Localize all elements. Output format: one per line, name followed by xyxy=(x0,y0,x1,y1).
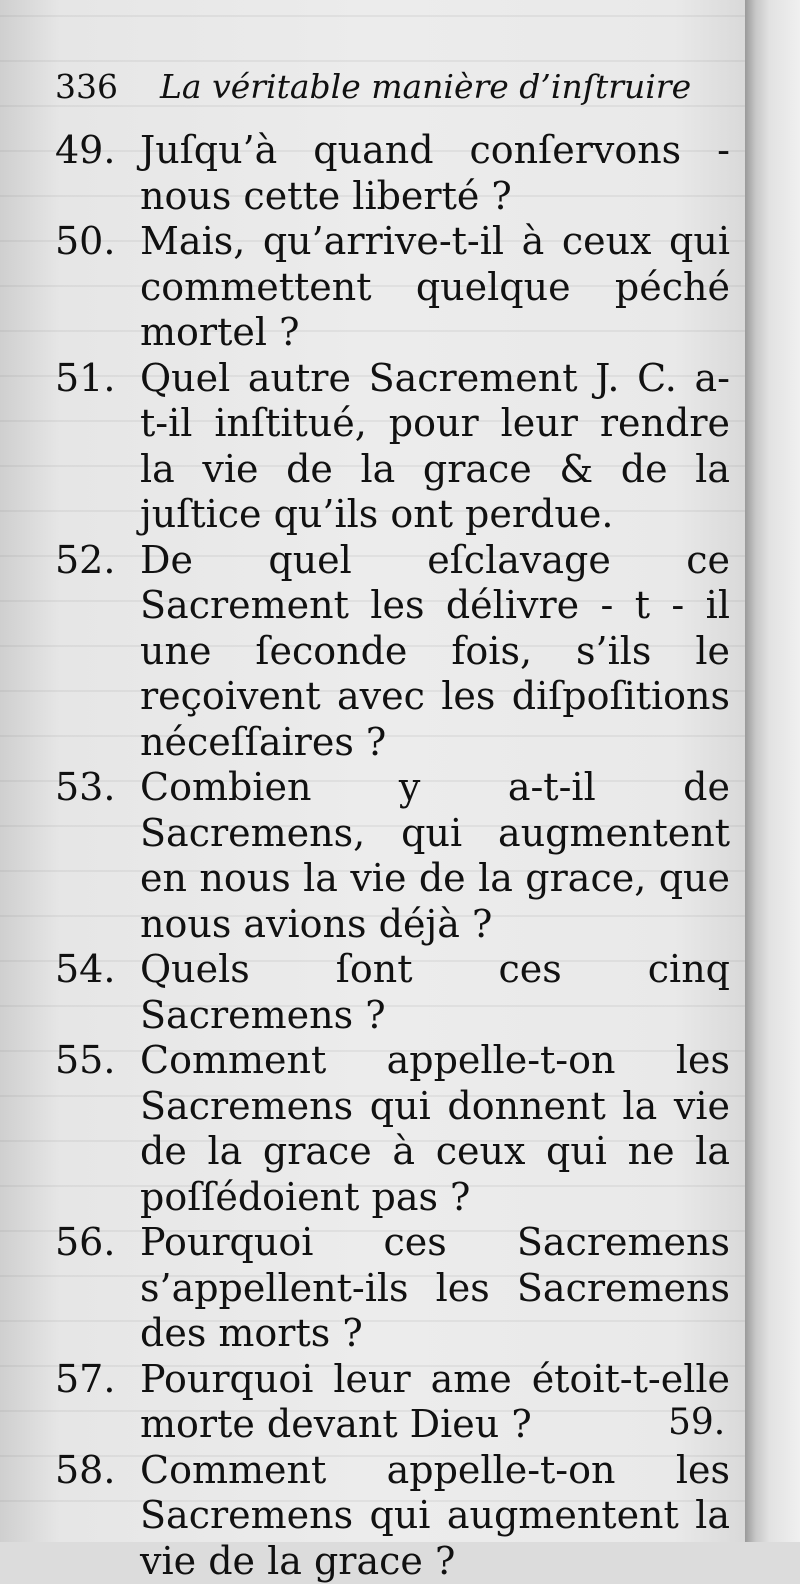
question-text: Comment appelle-t-on les Sacremens qui donnent la vie de la grace à ceux qui ne la poſſédoient pas ? xyxy=(140,1038,730,1220)
page-number: 336 xyxy=(55,62,160,112)
question-text: Juſqu’à quand conſervons - nous cette liberté ? xyxy=(140,128,730,219)
catchword: 59. xyxy=(668,1400,725,1445)
question-text: Quel autre Sacrement J. C. a-t-il inſtitué, pour leur rendre la vie de la grace & de la juſtice qu’ils ont perdue. xyxy=(140,356,730,538)
question-number: 55. xyxy=(55,1038,140,1220)
question-item xyxy=(55,1038,735,1220)
question-text: Mais, qu’arrive-t-il à ceux qui commettent quelque péché mortel ? xyxy=(140,219,730,356)
question-item xyxy=(55,1220,735,1357)
question-item xyxy=(55,1448,735,1584)
running-title: La véritable manière d’inſtruire xyxy=(160,67,691,106)
question-number: 50. xyxy=(55,219,140,356)
question-text: Pourquoi leur ame étoit-t-elle morte devant Dieu ? xyxy=(140,1357,730,1448)
question-item xyxy=(55,219,735,356)
question-number: 54. xyxy=(55,947,140,1038)
question-text: Pourquoi ces Sacremens s’appellent-ils les Sacremens des morts ? xyxy=(140,1220,730,1357)
question-item xyxy=(55,128,735,219)
question-number: 51. xyxy=(55,356,140,538)
question-text: Combien y a-t-il de Sacremens, qui augmentent en nous la vie de la grace, que nous avions déjà ? xyxy=(140,765,730,947)
question-number: 52. xyxy=(55,538,140,766)
question-number: 49. xyxy=(55,128,140,219)
question-number: 57. xyxy=(55,1357,140,1448)
question-item xyxy=(55,356,735,538)
question-number: 56. xyxy=(55,1220,140,1357)
question-item xyxy=(55,538,735,766)
question-item xyxy=(55,947,735,1038)
question-number: 53. xyxy=(55,765,140,947)
question-list xyxy=(55,128,735,1584)
question-item xyxy=(55,765,735,947)
question-number: 58. xyxy=(55,1448,140,1584)
question-item xyxy=(55,1357,735,1448)
page-edge xyxy=(745,0,800,1542)
question-text: Quels ſont ces cinq Sacremens ? xyxy=(140,947,730,1038)
running-header xyxy=(55,62,695,112)
question-text: De quel eſclavage ce Sacrement les délivre - t - il une ſeconde fois, s’ils le reçoivent avec les diſpoſitions néceſſaires ? xyxy=(140,538,730,766)
question-text: Comment appelle-t-on les Sacremens qui augmentent la vie de la grace ? xyxy=(140,1448,730,1584)
